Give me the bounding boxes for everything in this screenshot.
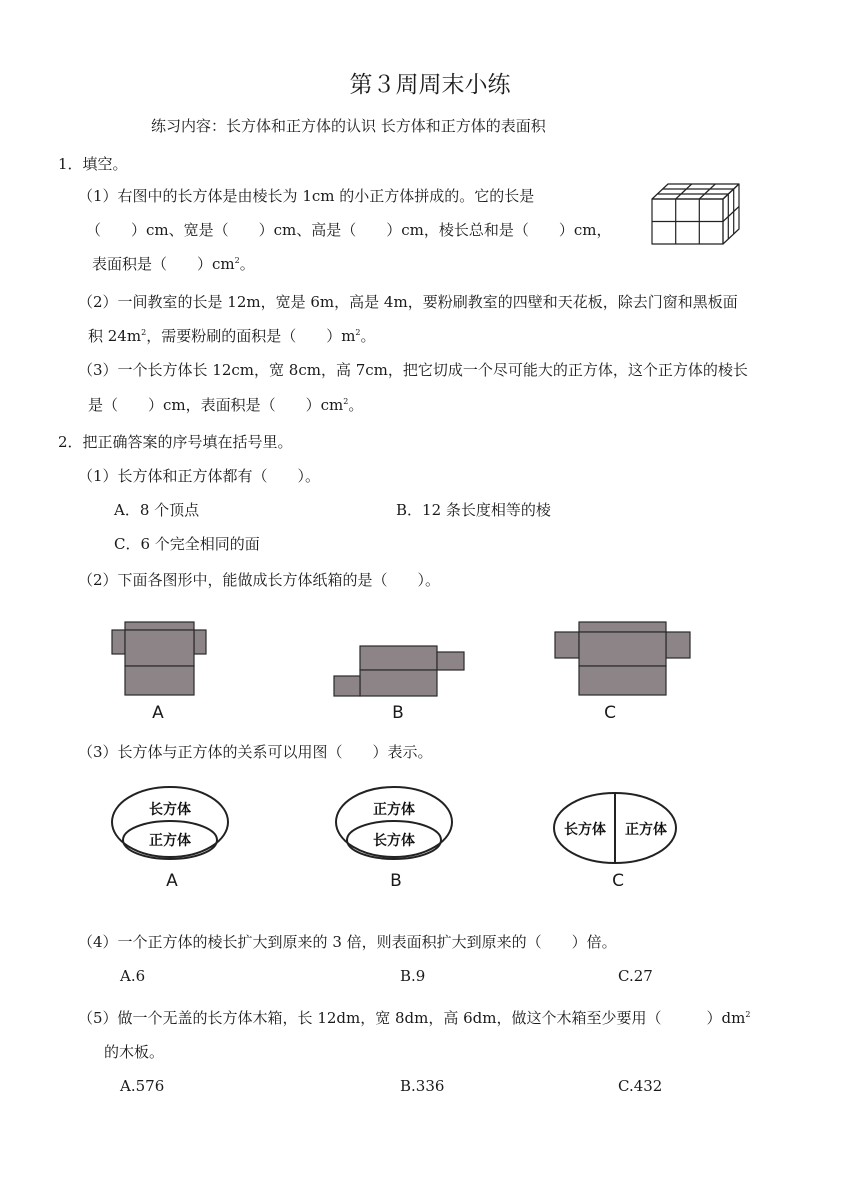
- net-label-a: A: [152, 703, 164, 723]
- diagram-a-outer-label: 长方体: [149, 802, 191, 818]
- q2-4-stem: （4）一个正方体的棱长扩大到原来的 3 倍，则表面积扩大到原来的（ ）倍。: [78, 933, 617, 951]
- q1-2-line2: [88, 326, 376, 346]
- relation-diagrams: [100, 780, 700, 895]
- q2-4-option-a: A.6: [120, 967, 146, 985]
- superscript: 2: [745, 1010, 751, 1019]
- section-2-heading: 2．把正确答案的序号填在括号里。: [58, 433, 293, 451]
- q2-5-line2: 的木板。: [104, 1043, 165, 1061]
- subtitle: 练习内容：长方体和正方体的认识 长方体和正方体的表面积: [151, 117, 546, 135]
- net-a: [112, 622, 206, 695]
- superscript: 2: [234, 256, 240, 265]
- box-nets-figure: [100, 610, 720, 730]
- net-label-b: B: [392, 703, 404, 723]
- diagram-a-inner-label: 正方体: [149, 833, 191, 849]
- q2-5-stem-text: （5）做一个无盖的长方体木箱，长 12dm，宽 8dm，高 6dm，做这个木箱至少要用（ ）dm: [78, 1009, 746, 1027]
- superscript: 2: [355, 328, 361, 337]
- q2-4-option-c: C.27: [618, 967, 653, 985]
- q2-4-option-b: B.9: [400, 967, 426, 985]
- q1-3-line2-text: 是（ ）cm，表面积是（ ）cm: [88, 396, 344, 414]
- q2-5-option-a: A.576: [120, 1077, 165, 1095]
- q1-2-line2-text-a: 积 24m: [88, 327, 142, 345]
- q1-1-line2: （ ）cm、宽是（ ）cm、高是（ ）cm，棱长总和是（ ）cm，: [86, 221, 612, 239]
- cuboid-figure: [648, 180, 744, 248]
- diagram-label-a: A: [166, 871, 178, 891]
- diagram-b-outer-label: 正方体: [373, 802, 415, 818]
- q1-3-line2: [88, 395, 363, 415]
- net-c: [555, 622, 690, 695]
- diagram-label-c: C: [612, 871, 624, 891]
- q1-1-line1: （1）右图中的长方体是由棱长为 1cm 的小正方体拼成的。它的长是: [78, 187, 535, 205]
- q1-2-line2-end: 。: [360, 327, 376, 345]
- net-label-c: C: [604, 703, 616, 723]
- diagram-c-right-label: 正方体: [625, 822, 667, 838]
- section-1-heading: 1．填空。: [58, 155, 128, 173]
- superscript: 2: [141, 328, 147, 337]
- diagram-b-inner-label: 长方体: [373, 833, 415, 849]
- q1-1-line3-end: 。: [239, 255, 255, 273]
- net-b: [334, 646, 464, 696]
- q1-2-line1: （2）一间教室的长是 12m，宽是 6m，高是 4m，要粉刷教室的四壁和天花板，除去门窗和黑板面: [78, 293, 738, 311]
- q2-5-option-b: B.336: [400, 1077, 445, 1095]
- q2-1-option-b: B．12 条长度相等的棱: [396, 501, 551, 519]
- q1-1-line3: [92, 254, 255, 274]
- q2-5-option-c: C.432: [618, 1077, 663, 1095]
- diagram-c-left-label: 长方体: [564, 822, 606, 838]
- q1-3-line1: （3）一个长方体长 12cm，宽 8cm，高 7cm，把它切成一个尽可能大的正方体，这个正方体的棱长: [78, 361, 748, 379]
- page-title: 第３周周末小练: [349, 72, 511, 98]
- q2-5-stem: [78, 1008, 750, 1028]
- q2-3-stem: （3）长方体与正方体的关系可以用图（ ）表示。: [78, 743, 433, 761]
- superscript: 2: [343, 397, 349, 406]
- diagram-label-b: B: [390, 871, 402, 891]
- q1-1-line3-text: 表面积是（ ）cm: [92, 255, 235, 273]
- q2-1-stem: （1）长方体和正方体都有（ ）。: [78, 467, 321, 485]
- q2-2-stem: （2）下面各图形中，能做成长方体纸箱的是（ ）。: [78, 571, 441, 589]
- q2-1-option-c: C．6 个完全相同的面: [114, 535, 260, 553]
- q1-3-line2-end: 。: [348, 396, 364, 414]
- q2-1-option-a: A．8 个顶点: [114, 501, 200, 519]
- q1-2-line2-text-b: ，需要粉刷的面积是（ ）m: [146, 327, 356, 345]
